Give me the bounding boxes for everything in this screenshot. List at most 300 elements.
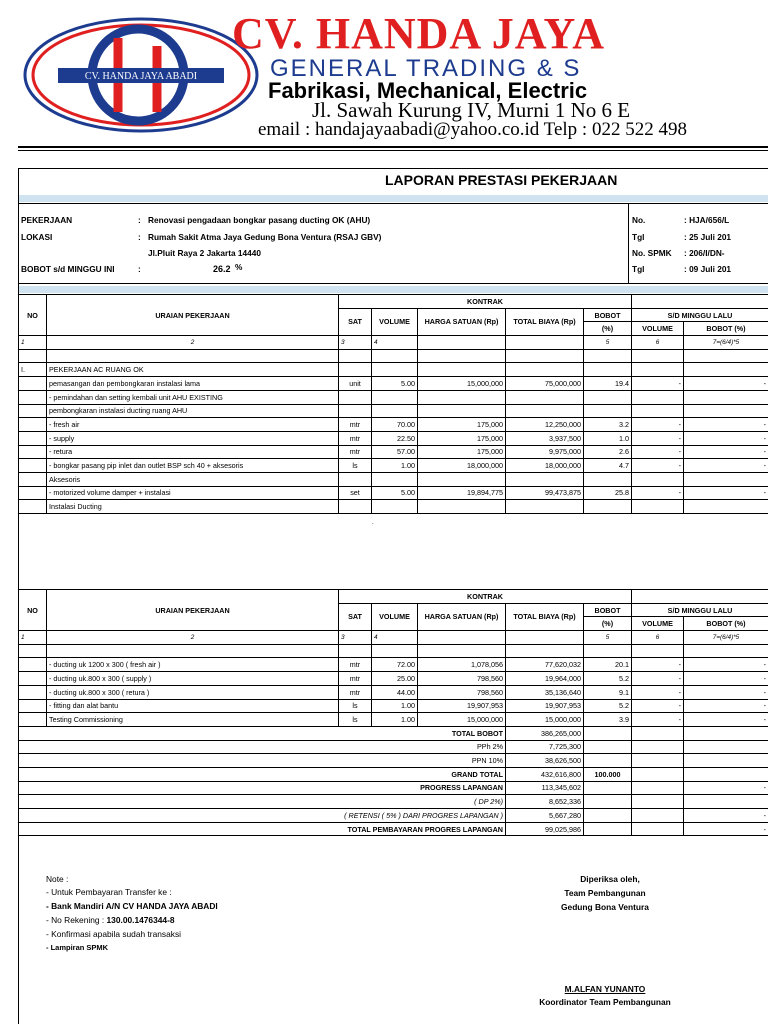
summary-value: 8,652,336 — [506, 795, 584, 809]
cell-bobot: 20.1 — [584, 658, 632, 672]
cell-bobot: 4.7 — [584, 459, 632, 473]
cell-vol — [372, 500, 418, 514]
col-num: 7=(6/4)*5 — [684, 631, 768, 645]
col-num: 6 — [632, 336, 684, 350]
cell-bobot: 5.2 — [584, 699, 632, 713]
cell-sdb — [684, 404, 768, 418]
cell-no — [19, 445, 47, 459]
col-num: 6 — [632, 631, 684, 645]
summary-sd — [684, 795, 768, 809]
cell-sdb: - — [684, 658, 768, 672]
note-rekening-label: - No Rekening : — [46, 915, 107, 925]
table-row — [19, 672, 768, 686]
cell-no — [19, 500, 47, 514]
col-num: 4 — [372, 336, 418, 350]
cell-no — [19, 699, 47, 713]
th-sd: S/D MINGGU LALU — [632, 308, 768, 322]
cell-sdb: - — [684, 685, 768, 699]
cell-harga — [418, 363, 506, 377]
col-num: 3 — [339, 631, 372, 645]
bobot-value: 26.2 — [213, 264, 231, 274]
th-sd-bobot: BOBOT (%) — [684, 322, 768, 336]
cell-sdb: - — [684, 459, 768, 473]
pekerjaan-label: PEKERJAAN — [21, 215, 73, 225]
cell-no — [19, 672, 47, 686]
summary-value: 38,626,500 — [506, 754, 584, 768]
table-row — [19, 404, 768, 418]
rule — [19, 283, 768, 284]
cell-no — [19, 685, 47, 699]
cell-vol: 5.00 — [372, 486, 418, 500]
summary-sd: - — [684, 809, 768, 823]
th-sd: S/D MINGGU LALU — [632, 603, 768, 617]
note-line: - Lampiran SPMK — [46, 943, 109, 952]
cell-total: 77,620,032 — [506, 658, 584, 672]
cell-bobot: 9.1 — [584, 685, 632, 699]
cell-sdb: - — [684, 445, 768, 459]
note-line — [46, 915, 175, 925]
cell-sat — [339, 349, 372, 363]
summary-value: 113,345,602 — [506, 781, 584, 795]
cell-vol: 5.00 — [372, 377, 418, 391]
th-pct: (%) — [584, 617, 632, 631]
summary-empty — [632, 740, 684, 754]
rule — [628, 203, 629, 283]
cell-bobot: 2.6 — [584, 445, 632, 459]
colon: : — [138, 264, 141, 274]
cell-total: 35,136,640 — [506, 685, 584, 699]
cell-uraian: pembongkaran instalasi ducting ruang AHU — [47, 404, 339, 418]
sign-checked-by: Diperiksa oleh, — [580, 874, 640, 884]
summary-row — [19, 754, 768, 768]
cell-sdb: - — [684, 418, 768, 432]
cell-uraian: pemasangan dan pembongkaran instalasi lama — [47, 377, 339, 391]
th-harga: HARGA SATUAN (Rp) — [418, 603, 506, 630]
cell-no — [19, 472, 47, 486]
table-row — [19, 445, 768, 459]
cell-harga — [418, 472, 506, 486]
cell-vol — [372, 644, 418, 658]
cell-no — [19, 486, 47, 500]
dot: . — [372, 520, 374, 526]
cell-sdv: - — [632, 445, 684, 459]
cell-sdv — [632, 644, 684, 658]
cell-harga: 1,078,056 — [418, 658, 506, 672]
table-row — [19, 713, 768, 727]
cell-bobot: 19.4 — [584, 377, 632, 391]
cell-bobot: 25.8 — [584, 486, 632, 500]
summary-sd: - — [684, 781, 768, 795]
th-bobot: BOBOT — [584, 308, 632, 322]
cell-sat — [339, 404, 372, 418]
cell-total: 19,907,953 — [506, 699, 584, 713]
summary-value: 99,025,986 — [506, 822, 584, 836]
cell-sdv — [632, 500, 684, 514]
cell-bobot — [584, 472, 632, 486]
cell-sdb: - — [684, 713, 768, 727]
summary-value: 5,667,280 — [506, 809, 584, 823]
cell-sdb: - — [684, 377, 768, 391]
cell-sdb: - — [684, 672, 768, 686]
company-address: Jl. Sawah Kurung IV, Murni 1 No 6 E — [312, 98, 631, 122]
summary-row — [19, 781, 768, 795]
table-row — [19, 431, 768, 445]
table-row — [19, 363, 768, 377]
note-line: - Bank Mandiri A/N CV HANDA JAYA ABADI — [46, 901, 218, 911]
summary-value: 386,265,000 — [506, 726, 584, 740]
cell-sdb: - — [684, 486, 768, 500]
cell-sdb — [684, 349, 768, 363]
tgl-value: : 25 Juli 201 — [684, 232, 732, 242]
sign-building: Gedung Bona Ventura — [561, 902, 649, 912]
table-row — [19, 377, 768, 391]
cell-uraian: Testing Commissioning — [47, 713, 339, 727]
rule — [19, 203, 768, 204]
col-num: 4 — [372, 631, 418, 645]
th-volume: VOLUME — [372, 308, 418, 335]
cell-harga: 19,907,953 — [418, 699, 506, 713]
cell-sat: mtr — [339, 672, 372, 686]
lokasi-value-2: Jl.Pluit Raya 2 Jakarta 14440 — [148, 248, 262, 258]
table-row — [19, 472, 768, 486]
cell-sdb: - — [684, 699, 768, 713]
cell-harga: 798,560 — [418, 672, 506, 686]
cell-sat: mtr — [339, 418, 372, 432]
cell-sat: mtr — [339, 658, 372, 672]
cell-sat: unit — [339, 377, 372, 391]
company-logo — [22, 16, 260, 134]
no-label: No. — [632, 215, 646, 225]
cell-uraian: - bongkar pasang pip inlet dan outlet BSP sch 40 + aksesoris — [47, 459, 339, 473]
cell-vol: 1.00 — [372, 459, 418, 473]
title-bar — [19, 195, 768, 202]
cell-sdv — [632, 363, 684, 377]
cell-sdb — [684, 363, 768, 377]
cell-sdb — [684, 390, 768, 404]
cell-vol — [372, 404, 418, 418]
page-title: LAPORAN PRESTASI PEKERJAAN — [385, 172, 618, 188]
cell-uraian: Aksesoris — [47, 472, 339, 486]
summary-row — [19, 740, 768, 754]
cell-sdb — [684, 644, 768, 658]
cell-total: 15,000,000 — [506, 713, 584, 727]
colon: : — [138, 232, 141, 242]
cell-sdv — [632, 349, 684, 363]
col-num: 5 — [584, 336, 632, 350]
signatory-role: Koordinator Team Pembangunan — [539, 997, 671, 1007]
cell-uraian: - retura — [47, 445, 339, 459]
cell-sat: ls — [339, 459, 372, 473]
cell-vol: 70.00 — [372, 418, 418, 432]
col-num: 1 — [19, 336, 47, 350]
summary-empty — [632, 822, 684, 836]
company-tagline: GENERAL TRADING & S — [270, 55, 582, 82]
cell-sdb: - — [684, 431, 768, 445]
bobot-unit: % — [235, 262, 243, 272]
lokasi-label: LOKASI — [21, 232, 53, 242]
cell-sdv: - — [632, 699, 684, 713]
cell-vol: 57.00 — [372, 445, 418, 459]
col-num: 2 — [47, 336, 339, 350]
tgl2-value: : 09 Juli 201 — [684, 264, 732, 274]
cell-sdv: - — [632, 713, 684, 727]
cell-no — [19, 390, 47, 404]
summary-sd — [684, 740, 768, 754]
cell-harga: 19,894,775 — [418, 486, 506, 500]
summary-sd — [684, 726, 768, 740]
work-table-1 — [18, 294, 768, 514]
th-sd-volume: VOLUME — [632, 617, 684, 631]
cell-bobot — [584, 349, 632, 363]
cell-sdv: - — [632, 685, 684, 699]
cell-bobot — [584, 404, 632, 418]
table-row — [19, 418, 768, 432]
cell-total: 18,000,000 — [506, 459, 584, 473]
col-num: 1 — [19, 631, 47, 645]
summary-bobot — [584, 809, 632, 823]
note-title: Note : — [46, 874, 69, 884]
summary-bobot — [584, 822, 632, 836]
cell-uraian: PEKERJAAN AC RUANG OK — [47, 363, 339, 377]
blue-bar — [19, 286, 768, 293]
logo-text: CV. HANDA JAYA ABADI — [84, 71, 198, 82]
company-contact: email : handajayaabadi@yahoo.co.id Telp : 022 522 498 — [258, 119, 687, 140]
cell-uraian: - fresh air — [47, 418, 339, 432]
cell-vol — [372, 472, 418, 486]
cell-bobot — [584, 644, 632, 658]
cell-no — [19, 459, 47, 473]
cell-total: 19,964,000 — [506, 672, 584, 686]
summary-row — [19, 822, 768, 836]
cell-sdv — [632, 472, 684, 486]
cell-harga — [418, 644, 506, 658]
cell-uraian: - motorized volume damper + instalasi — [47, 486, 339, 500]
company-name: CV. HANDA JAYA — [232, 9, 606, 58]
summary-empty — [632, 781, 684, 795]
summary-bobot — [584, 781, 632, 795]
bobot-label: BOBOT s/d MINGGU INI — [21, 264, 115, 274]
cell-sat: mtr — [339, 685, 372, 699]
cell-sat — [339, 363, 372, 377]
cell-uraian: - ducting uk 1200 x 300 ( fresh air ) — [47, 658, 339, 672]
sign-team: Team Pembangunan — [564, 888, 646, 898]
cell-sdb — [684, 500, 768, 514]
cell-vol: 22.50 — [372, 431, 418, 445]
th-volume: VOLUME — [372, 603, 418, 630]
note-rekening-value: 130.00.1476344-8 — [106, 915, 175, 925]
summary-label: PPh 2% — [19, 740, 506, 754]
cell-total — [506, 349, 584, 363]
cell-bobot: 5.2 — [584, 672, 632, 686]
summary-empty — [632, 795, 684, 809]
summary-label: ( DP 2%) — [19, 795, 506, 809]
cell-sdv: - — [632, 459, 684, 473]
summary-bobot — [584, 726, 632, 740]
cell-total — [506, 500, 584, 514]
cell-bobot — [584, 390, 632, 404]
th-pct: (%) — [584, 322, 632, 336]
th-no: NO — [19, 295, 47, 336]
summary-empty — [632, 767, 684, 781]
th-no: NO — [19, 590, 47, 631]
cell-sdv: - — [632, 431, 684, 445]
cell-total: 12,250,000 — [506, 418, 584, 432]
header-rule-thin — [18, 150, 768, 151]
cell-total — [506, 644, 584, 658]
cell-total — [506, 363, 584, 377]
th-uraian: URAIAN PEKERJAAN — [47, 590, 339, 631]
cell-harga — [418, 390, 506, 404]
table-row — [19, 500, 768, 514]
cell-sdv: - — [632, 672, 684, 686]
cell-vol: 44.00 — [372, 685, 418, 699]
summary-label: ( RETENSI ( 5% ) DARI PROGRES LAPANGAN ) — [19, 809, 506, 823]
cell-harga: 798,560 — [418, 685, 506, 699]
col-num: 3 — [339, 336, 372, 350]
summary-value: 7,725,300 — [506, 740, 584, 754]
summary-bobot — [584, 740, 632, 754]
cell-sdv: - — [632, 486, 684, 500]
cell-harga: 15,000,000 — [418, 713, 506, 727]
table-row — [19, 459, 768, 473]
table-row — [19, 699, 768, 713]
cell-vol — [372, 390, 418, 404]
cell-uraian: - fitting dan alat bantu — [47, 699, 339, 713]
summary-bobot — [584, 795, 632, 809]
cell-no — [19, 404, 47, 418]
cell-total: 3,937,500 — [506, 431, 584, 445]
th-uraian: URAIAN PEKERJAAN — [47, 295, 339, 336]
col-num: 2 — [47, 631, 339, 645]
lokasi-value: Rumah Sakit Atma Jaya Gedung Bona Ventura (RSAJ GBV) — [148, 232, 382, 242]
th-kontrak: KONTRAK — [339, 295, 632, 309]
cell-sdv — [632, 390, 684, 404]
cell-sdv: - — [632, 418, 684, 432]
cell-harga — [418, 500, 506, 514]
table-row — [19, 658, 768, 672]
colon: : — [138, 215, 141, 225]
summary-bobot: 100.000 — [584, 767, 632, 781]
cell-no — [19, 349, 47, 363]
cell-total — [506, 390, 584, 404]
tgl-label: Tgl — [632, 232, 645, 242]
cell-total: 99,473,875 — [506, 486, 584, 500]
summary-empty — [632, 809, 684, 823]
table-row — [19, 685, 768, 699]
cell-harga: 175,000 — [418, 445, 506, 459]
summary-label: PROGRESS LAPANGAN — [19, 781, 506, 795]
cell-sat — [339, 390, 372, 404]
cell-vol — [372, 363, 418, 377]
cell-sat: ls — [339, 699, 372, 713]
th-sd-bobot: BOBOT (%) — [684, 617, 768, 631]
cell-sdv — [632, 404, 684, 418]
cell-no — [19, 644, 47, 658]
tgl2-label: Tgl — [632, 264, 645, 274]
cell-total: 75,000,000 — [506, 377, 584, 391]
cell-uraian: Instalasi Ducting — [47, 500, 339, 514]
summary-sd — [684, 754, 768, 768]
cell-no — [19, 418, 47, 432]
summary-row — [19, 767, 768, 781]
cell-harga — [418, 404, 506, 418]
summary-row — [19, 726, 768, 740]
note-line: - Konfirmasi apabila sudah transaksi — [46, 929, 181, 939]
spmk-value: : 206/I/DN- — [684, 248, 725, 258]
summary-sd: - — [684, 822, 768, 836]
cell-vol — [372, 349, 418, 363]
work-table-2 — [18, 589, 768, 836]
signatory-name: M.ALFAN YUNANTO — [564, 984, 646, 994]
col-num: 7=(6/4)*5 — [684, 336, 768, 350]
cell-harga — [418, 349, 506, 363]
cell-bobot: 3.2 — [584, 418, 632, 432]
company-services: Fabrikasi, Mechanical, Electric — [268, 78, 588, 103]
cell-bobot: 1.0 — [584, 431, 632, 445]
no-value: : HJA/656/L — [684, 215, 730, 225]
cell-sdb — [684, 472, 768, 486]
cell-harga: 15,000,000 — [418, 377, 506, 391]
cell-bobot — [584, 500, 632, 514]
cell-vol: 25.00 — [372, 672, 418, 686]
cell-sat: set — [339, 486, 372, 500]
summary-bobot — [584, 754, 632, 768]
th-sat: SAT — [339, 603, 372, 630]
summary-sd — [684, 767, 768, 781]
spmk-label: No. SPMK — [632, 248, 672, 258]
cell-sat: ls — [339, 713, 372, 727]
th-sd-volume: VOLUME — [632, 322, 684, 336]
cell-bobot: 3.9 — [584, 713, 632, 727]
summary-label: TOTAL PEMBAYARAN PROGRES LAPANGAN — [19, 822, 506, 836]
cell-uraian — [47, 644, 339, 658]
summary-empty — [632, 754, 684, 768]
table-row — [19, 349, 768, 363]
summary-row — [19, 795, 768, 809]
cell-sat — [339, 472, 372, 486]
cell-uraian: - supply — [47, 431, 339, 445]
cell-total: 9,975,000 — [506, 445, 584, 459]
cell-uraian: - ducting uk.800 x 300 ( supply ) — [47, 672, 339, 686]
summary-label: GRAND TOTAL — [19, 767, 506, 781]
cell-no: I. — [19, 363, 47, 377]
summary-row — [19, 809, 768, 823]
th-sat: SAT — [339, 308, 372, 335]
cell-sat: mtr — [339, 431, 372, 445]
th-kontrak: KONTRAK — [339, 590, 632, 604]
cell-uraian: - ducting uk.800 x 300 ( retura ) — [47, 685, 339, 699]
cell-total — [506, 404, 584, 418]
cell-vol: 72.00 — [372, 658, 418, 672]
th-total: TOTAL BIAYA (Rp) — [506, 603, 584, 630]
cell-uraian: - pemindahan dan setting kembali unit AHU EXISTING — [47, 390, 339, 404]
table-row — [19, 644, 768, 658]
col-num: 5 — [584, 631, 632, 645]
cell-no — [19, 658, 47, 672]
summary-label: PPN 10% — [19, 754, 506, 768]
cell-harga: 18,000,000 — [418, 459, 506, 473]
cell-vol: 1.00 — [372, 713, 418, 727]
summary-label: TOTAL BOBOT — [19, 726, 506, 740]
cell-uraian — [47, 349, 339, 363]
th-bobot: BOBOT — [584, 603, 632, 617]
cell-vol: 1.00 — [372, 699, 418, 713]
cell-bobot — [584, 363, 632, 377]
cell-harga: 175,000 — [418, 418, 506, 432]
cell-sat: mtr — [339, 445, 372, 459]
cell-sat — [339, 500, 372, 514]
pekerjaan-value: Renovasi pengadaan bongkar pasang ducting OK (AHU) — [148, 215, 371, 225]
